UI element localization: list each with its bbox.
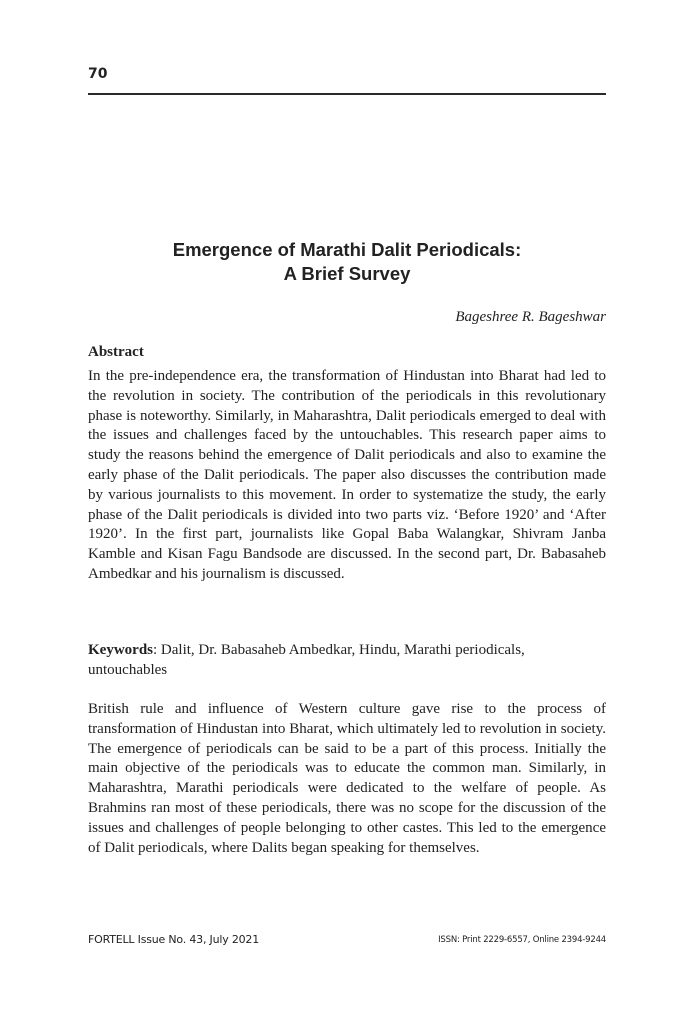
page-number: 70 (88, 66, 108, 82)
footer-journal-issue: FORTELL Issue No. 43, July 2021 (88, 933, 260, 946)
footer-issn: ISSN: Print 2229-6557, Online 2394-9244 (438, 935, 606, 945)
keywords-label: Keywords (88, 642, 153, 658)
body-paragraph: British rule and influence of Western culture gave rise to the process of transformation of Hindustan into Bharat, which ultimately led to revolution in society. The emergence of periodicals can be said to be a part of this process. Initially the main objective of the periodicals was to educate the common man. Similarly, in Maharashtra, Marathi periodicals were dedicated to the welfare of people. As Brahmins ran most of these periodicals, there was no scope for the discussion of the issues and challenges of people belonging to other castes. This led to the emergence of Dalit periodicals, where Dalits began speaking for themselves. (88, 701, 606, 856)
article-title (88, 238, 606, 286)
abstract-text: In the pre-independence era, the transformation of Hindustan into Bharat had led to the revolution in society. The contribution of the periodicals in this revolutionary phase is noteworthy. Similarly, in Maharashtra, Dalit periodicals emerged to deal with the issues and challenges faced by the untouchables. This research paper aims to study the reasons behind the emergence of Dalit periodicals and also to examine the early phase of the Dalit periodicals. The paper also discusses the contribution made by various journalists to this movement. In order to systematize the study, the early phase of the Dalit periodicals is divided into two parts viz. ‘Before 1920’ and ‘After 1920’. In the first part, journalists like Gopal Baba Walangkar, Shivram Janba Kamble and Kisan Fagu Bandsode are discussed. In the second part, Dr. Babasaheb Ambedkar and his journalism is discussed. (88, 368, 606, 582)
author-name: Bageshree R. Bageshwar (455, 309, 606, 325)
header-rule (88, 93, 606, 95)
abstract-heading: Abstract (88, 344, 144, 360)
keywords-list: : Dalit, Dr. Babasaheb Ambedkar, Hindu, Marathi periodicals, untouchables (88, 642, 525, 678)
title-line-1: Emergence of Marathi Dalit Periodicals: (172, 239, 522, 260)
title-line-2: A Brief Survey (283, 263, 411, 284)
keywords (88, 641, 606, 681)
